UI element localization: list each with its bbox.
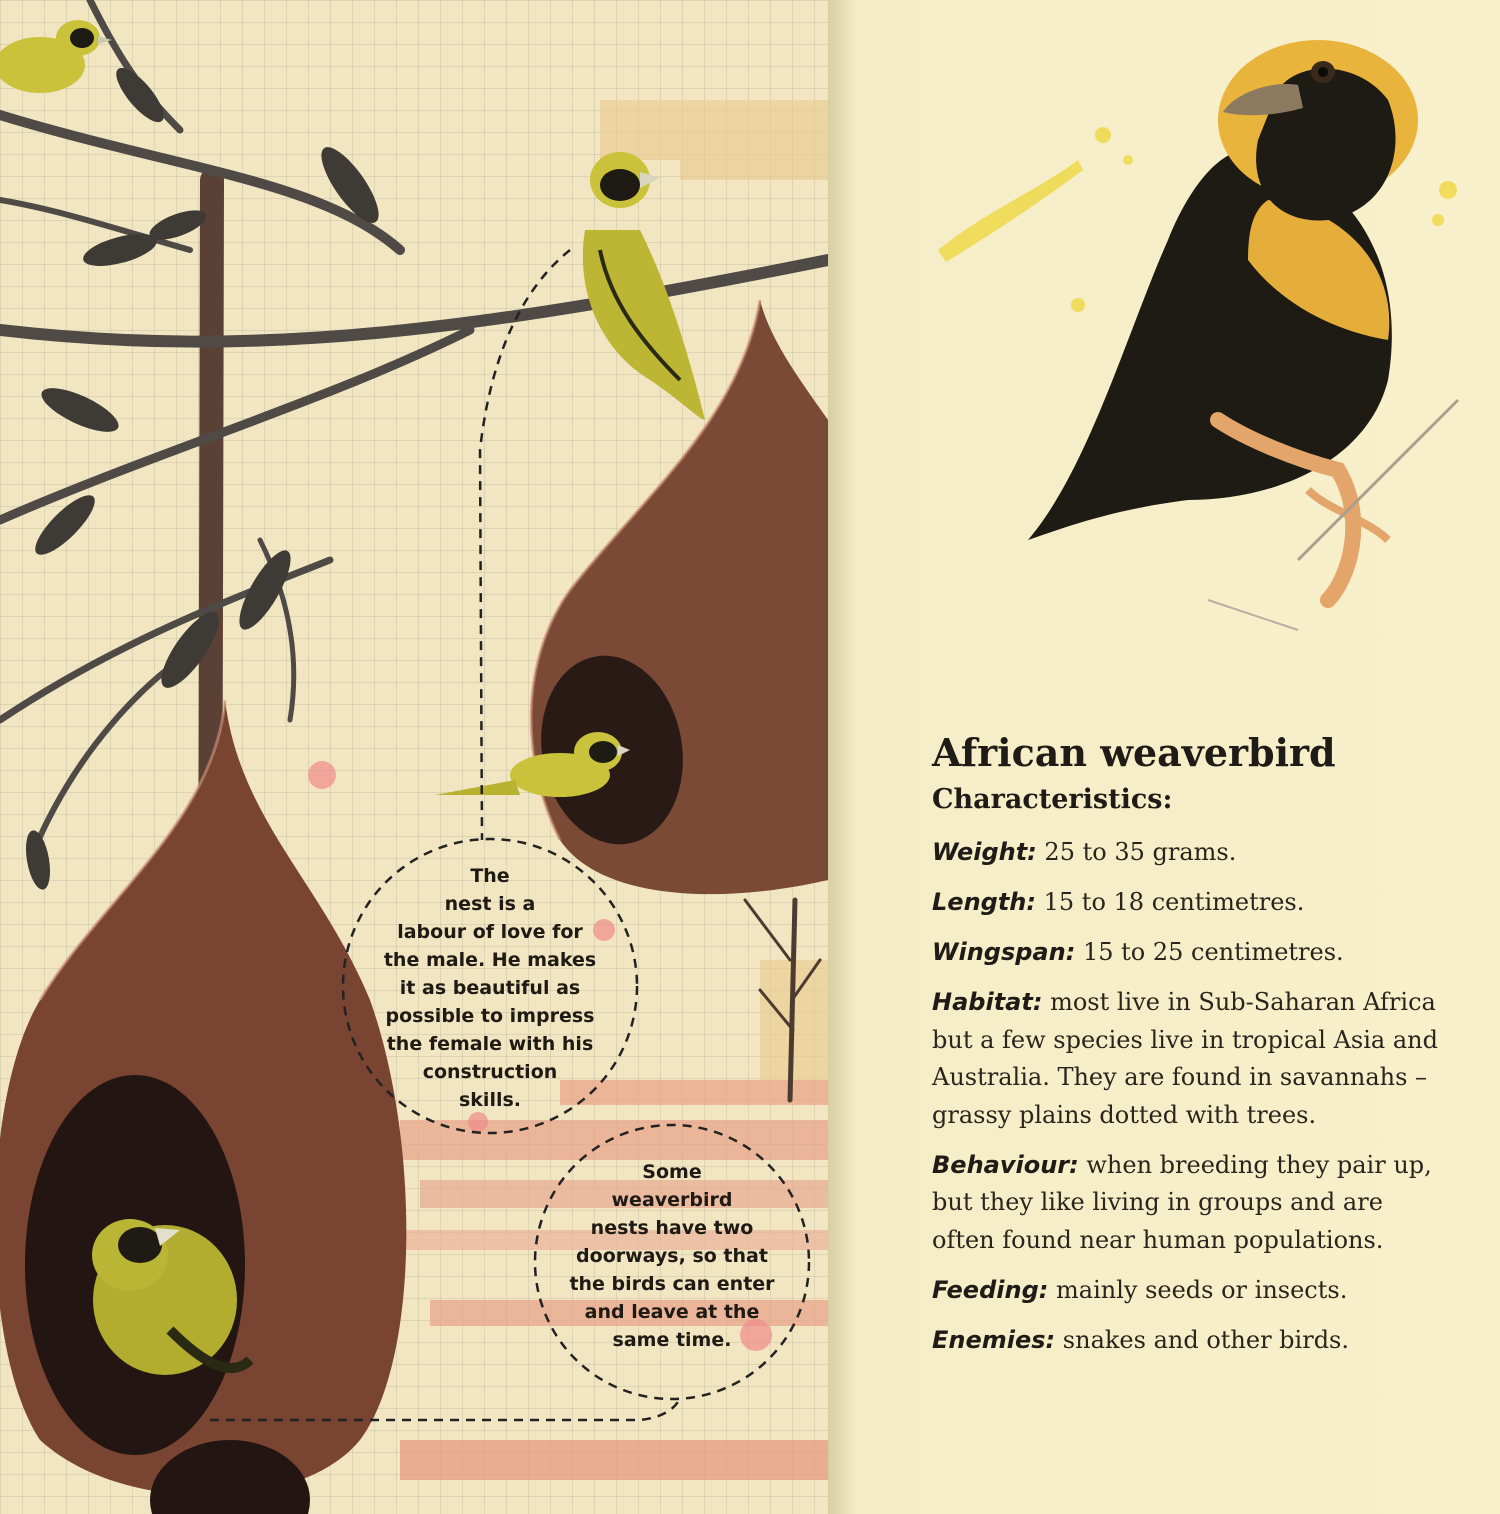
fact-wingspan: Wingspan: 15 to 25 centimetres. (932, 938, 1344, 966)
fact-length: Length: 15 to 18 centimetres. (932, 888, 1305, 916)
fact-habitat: Habitat: most live in Sub-Saharan Africa but a few species live in tropical Asia and Australia. They are found in savannahs – grassy plains dotted with trees. (932, 988, 1438, 1129)
fact-feeding: Feeding: mainly seeds or insects. (932, 1275, 1348, 1304)
fact-behaviour: Behaviour: when breeding they pair up, but they like living in groups and are often found near human populations. (932, 1150, 1432, 1254)
characteristics-heading: Characteristics: (932, 784, 1173, 815)
fact-weight: Weight: 25 to 35 grams. (932, 838, 1237, 866)
info-panel (828, 0, 1500, 1514)
callout-text-two-doorways: Some weaverbird nests have two doorways, so that the birds can enter and leave at the same time. (569, 1161, 775, 1351)
fact-enemies: Enemies: snakes and other birds. (932, 1325, 1350, 1354)
weaverbird-top-left (0, 20, 112, 93)
species-title: African weaverbird (932, 730, 1336, 775)
characteristics-list (932, 834, 1452, 1372)
weaverbird-portrait-illustration (828, 0, 1500, 720)
nest-lower-left (0, 700, 406, 1514)
callout-text-nest-love: The nest is a labour of love for the male. He makes it as beautiful as possible to impress the female with his construction skills. (383, 865, 597, 1111)
